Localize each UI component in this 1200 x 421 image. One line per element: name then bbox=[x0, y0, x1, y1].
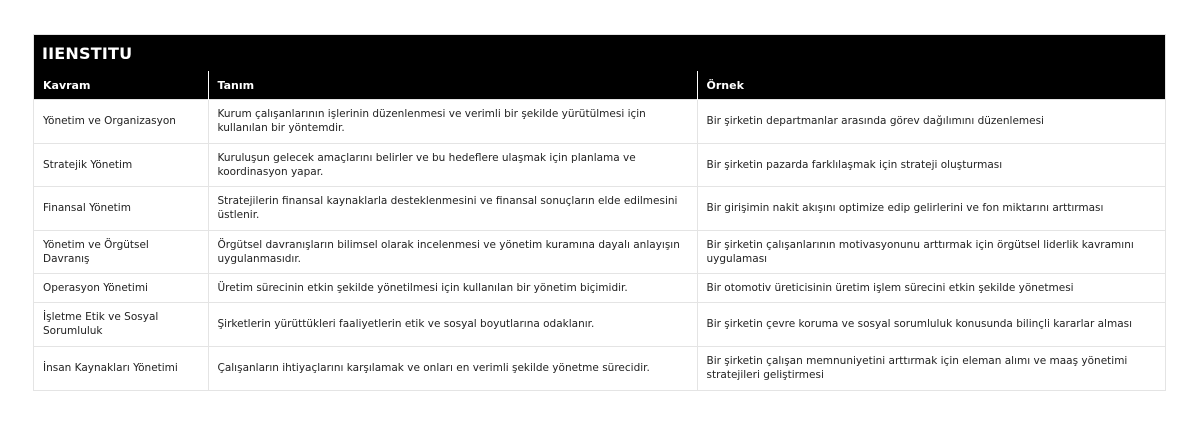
cell-tanim: Üretim sürecinin etkin şekilde yönetilmesi için kullanılan bir yönetim biçimidir. bbox=[208, 274, 697, 303]
cell-kavram: İşletme Etik ve Sosyal Sorumluluk bbox=[34, 302, 208, 346]
cell-tanim: Örgütsel davranışların bilimsel olarak incelenmesi ve yönetim kuramına dayalı anlayışın uygulanmasıdır. bbox=[208, 230, 697, 274]
cell-ornek: Bir şirketin departmanlar arasında görev dağılımını düzenlemesi bbox=[697, 100, 1165, 144]
table-row bbox=[34, 230, 1165, 274]
cell-ornek: Bir şirketin çalışan memnuniyetini arttırmak için eleman alımı ve maaş yönetimi stratejileri geliştirmesi bbox=[697, 346, 1165, 390]
header-tanim: Tanım bbox=[208, 71, 697, 100]
table-row bbox=[34, 302, 1165, 346]
cell-kavram: Yönetim ve Örgütsel Davranış bbox=[34, 230, 208, 274]
cell-tanim: Stratejilerin finansal kaynaklarla desteklenmesini ve finansal sonuçların elde edilmesini üstlenir. bbox=[208, 187, 697, 231]
cell-kavram: Finansal Yönetim bbox=[34, 187, 208, 231]
header-ornek: Örnek bbox=[697, 71, 1165, 100]
table-row bbox=[34, 100, 1165, 144]
cell-tanim: Çalışanların ihtiyaçlarını karşılamak ve onları en verimli şekilde yönetme sürecidir. bbox=[208, 346, 697, 390]
cell-kavram: İnsan Kaynakları Yönetimi bbox=[34, 346, 208, 390]
cell-tanim: Şirketlerin yürüttükleri faaliyetlerin etik ve sosyal boyutlarına odaklanır. bbox=[208, 302, 697, 346]
cell-kavram: Stratejik Yönetim bbox=[34, 143, 208, 187]
cell-tanim: Kurum çalışanlarının işlerinin düzenlenmesi ve verimli bir şekilde yürütülmesi için kullanılan bir yöntemdir. bbox=[208, 100, 697, 144]
cell-ornek: Bir şirketin çevre koruma ve sosyal sorumluluk konusunda bilinçli kararlar alması bbox=[697, 302, 1165, 346]
cell-ornek: Bir girişimin nakit akışını optimize edip gelirlerini ve fon miktarını arttırması bbox=[697, 187, 1165, 231]
header-kavram: Kavram bbox=[34, 71, 208, 100]
brand-title: IIENSTITU bbox=[34, 35, 1165, 71]
cell-tanim: Kuruluşun gelecek amaçlarını belirler ve bu hedeflere ulaşmak için planlama ve koordinasyon yapar. bbox=[208, 143, 697, 187]
cell-kavram: Yönetim ve Organizasyon bbox=[34, 100, 208, 144]
table-row bbox=[34, 274, 1165, 303]
cell-ornek: Bir şirketin pazarda farklılaşmak için strateji oluşturması bbox=[697, 143, 1165, 187]
cell-ornek: Bir şirketin çalışanlarının motivasyonunu arttırmak için örgütsel liderlik kavramını uygulaması bbox=[697, 230, 1165, 274]
table-row bbox=[34, 143, 1165, 187]
concept-table bbox=[34, 71, 1165, 390]
table-row bbox=[34, 346, 1165, 390]
table-header-row bbox=[34, 71, 1165, 100]
cell-kavram: Operasyon Yönetimi bbox=[34, 274, 208, 303]
cell-ornek: Bir otomotiv üreticisinin üretim işlem sürecini etkin şekilde yönetmesi bbox=[697, 274, 1165, 303]
table-row bbox=[34, 187, 1165, 231]
concept-table-container bbox=[33, 34, 1166, 391]
